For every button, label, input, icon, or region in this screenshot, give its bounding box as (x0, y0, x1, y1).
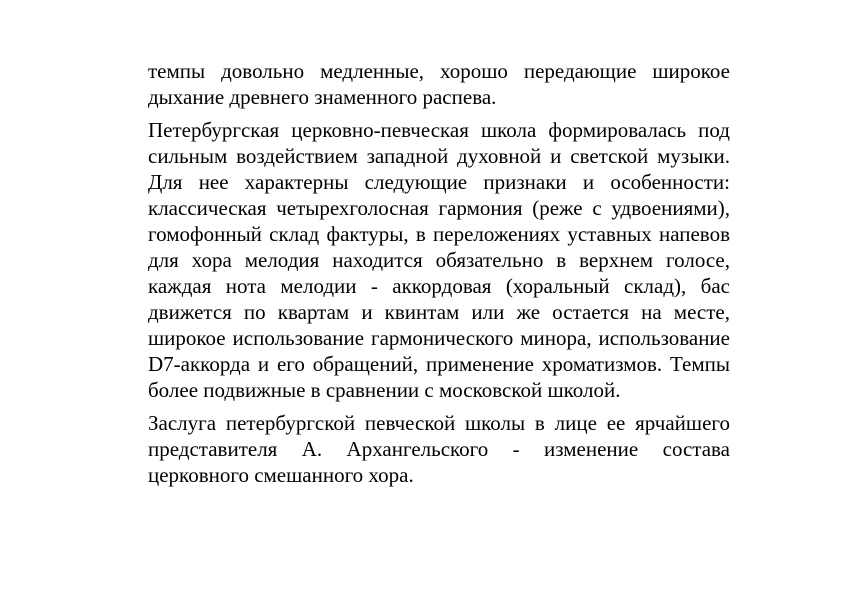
paragraph-petersburg-school: Петербургская церковно-певческая школа формировалась под сильным воздействием западной духовной и светской музыки. Для нее характерны следующие признаки и особенности: классическая четырехголосная гармония (реже с удвоениями), гомофонный склад фактуры, в переложениях уставных напевов для хора мелодия находится обязательно в верхнем голосе, каждая нота мелодии - аккордовая (хоральный склад), бас движется по квартам и квинтам или же остается на месте, широкое использование гармонического минора, использование D7-аккорда и его обращений, применение хроматизмов. Темпы более подвижные в сравнении с московской школой. (148, 118, 730, 402)
paragraph-arkhangelsky: Заслуга петербургской певческой школы в лице ее ярчайшего представителя А. Архангельского - изменение состава церковного смешанного хора. (148, 411, 730, 487)
body-text (148, 58, 730, 495)
paragraph-continuation: темпы довольно медленные, хорошо передающие широкое дыхание древнего знаменного распева. (148, 59, 730, 109)
